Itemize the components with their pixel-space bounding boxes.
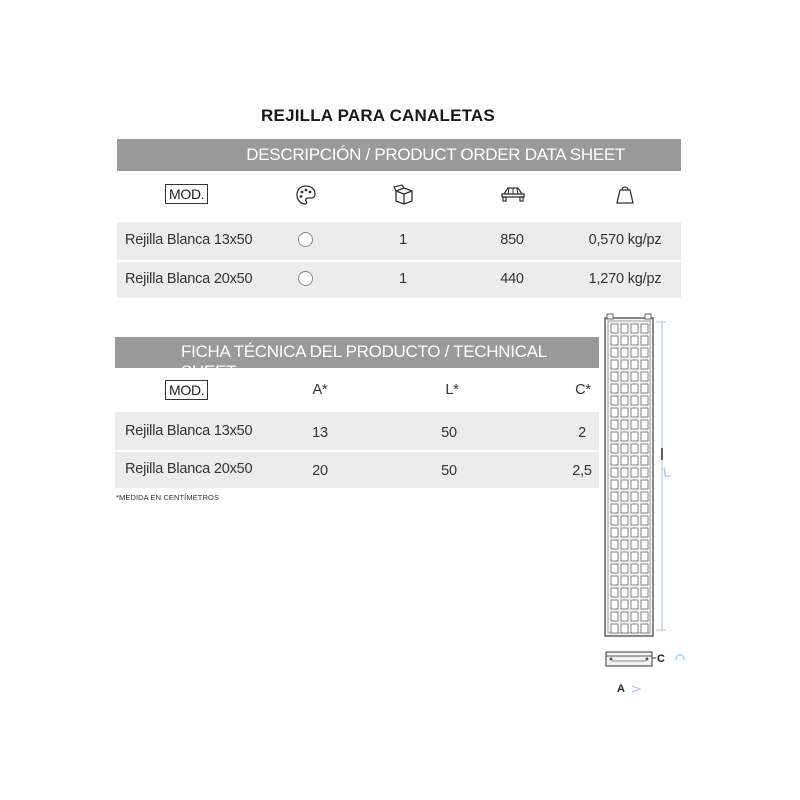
color-swatch-white — [298, 271, 313, 286]
order-sheet-header-text: DESCRIPCIÓN / PRODUCT ORDER DATA SHEET — [246, 145, 625, 164]
column-l-header: L* — [445, 382, 459, 398]
technical-row-1-model: Rejilla Blanca 13x50 — [125, 423, 253, 439]
order-sheet-header — [117, 139, 681, 171]
palette-icon — [295, 184, 317, 206]
technical-row-2-model: Rejilla Blanca 20x50 — [125, 461, 253, 477]
order-row-1-pallet: 850 — [500, 232, 524, 248]
technical-mod-label: MOD. — [165, 380, 208, 400]
dimension-c-label: C — [657, 653, 665, 665]
order-row-2-units: 1 — [399, 271, 407, 287]
technical-sheet-header-text: FICHA TÉCNICA DEL PRODUCTO / TECHNICAL SHEET — [181, 342, 547, 381]
order-row-2-weight: 1,270 kg/pz — [588, 271, 662, 287]
order-row-1-weight: 0,570 kg/pz — [588, 232, 662, 248]
order-mod-label: MOD. — [165, 184, 208, 204]
technical-row-2-c: 2,5 — [572, 463, 592, 479]
page-title: REJILLA PARA CANALETAS — [261, 106, 495, 125]
order-row-1-units: 1 — [399, 232, 407, 248]
order-row-2-model: Rejilla Blanca 20x50 — [125, 271, 253, 287]
measurement-note: *MEDIDA EN CENTÍMETROS — [116, 493, 220, 502]
column-a-header: A* — [312, 382, 328, 398]
dimension-l-label: L — [661, 463, 673, 481]
order-row-2-pallet: 440 — [500, 271, 524, 287]
technical-row-2-a: 20 — [312, 463, 328, 479]
box-icon — [393, 184, 415, 206]
dimension-a-label: A — [617, 683, 625, 695]
technical-row-1-l: 50 — [441, 425, 457, 441]
technical-row-1-c: 2 — [578, 425, 586, 441]
color-swatch-white — [298, 232, 313, 247]
pallet-icon — [500, 184, 526, 206]
technical-row-2-l: 50 — [441, 463, 457, 479]
column-c-header: C* — [575, 382, 591, 398]
technical-sheet-header — [115, 337, 599, 381]
technical-row-1-a: 13 — [312, 425, 328, 441]
grate-drawing — [600, 310, 690, 700]
weight-icon — [614, 183, 636, 205]
order-row-1-model: Rejilla Blanca 13x50 — [125, 232, 253, 248]
grate-top-view — [605, 314, 653, 636]
